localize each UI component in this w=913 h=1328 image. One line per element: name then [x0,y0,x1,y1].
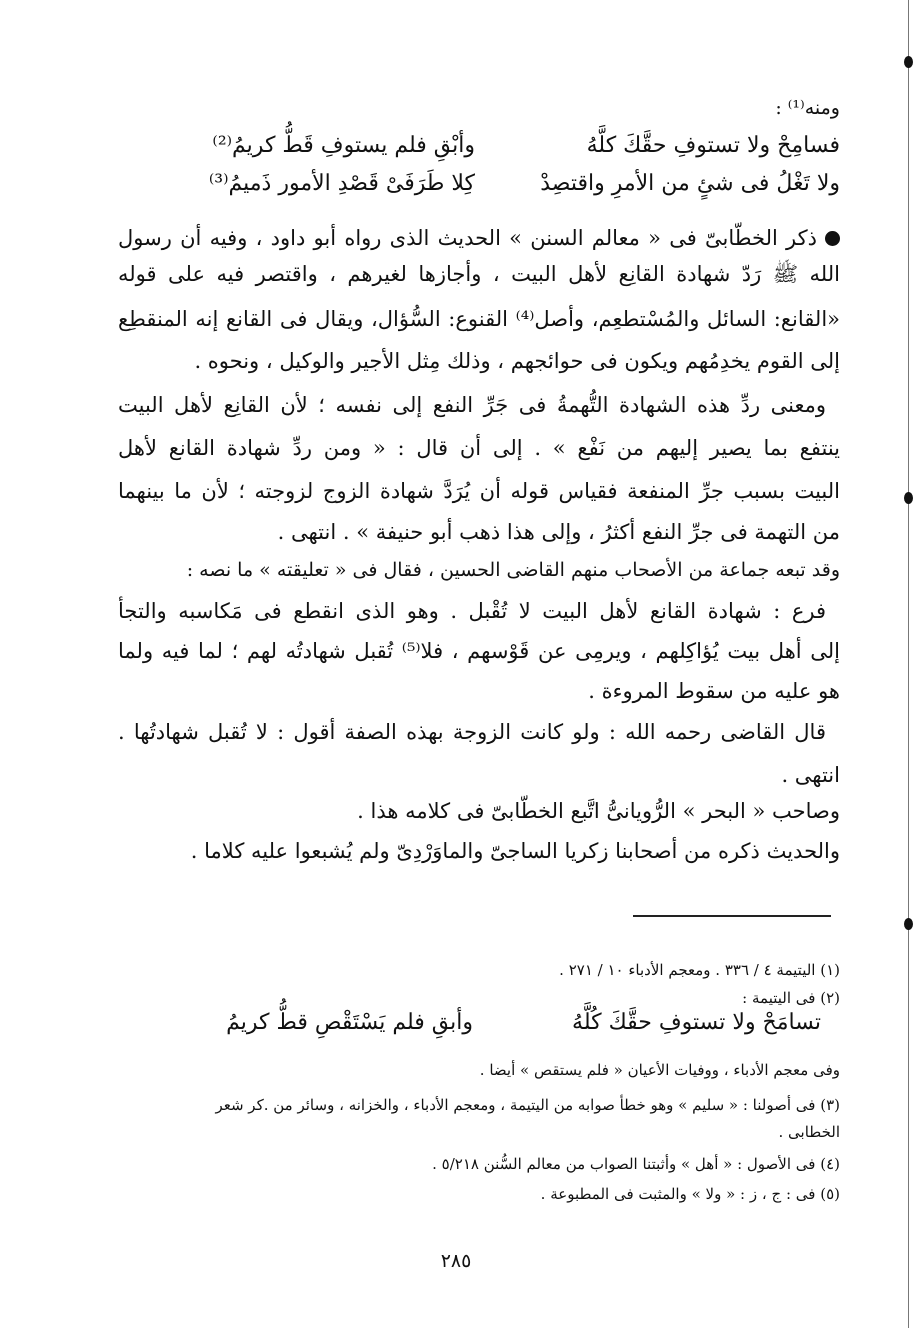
body-line: انتهى . [781,763,840,787]
body-line: البيت بسبب جرِّ المنفعة فقياس قوله أن يُرَدَّ شهادة الزوج لزوجته ؛ لأن ما بينهما [118,479,840,503]
margin-dot [904,918,913,930]
verse-2-first-hemistich: ولا تَغْلُ فى شئٍ من الأمرِ واقتصِدْ [540,171,840,196]
body-line: من التهمة فى جرِّ النفع أكثرُ ، وإلى هذا ذهب أبو حنيفة » . انتهى . [277,520,840,544]
verse-1-second-hemistich: وأبْقِ فلم يستوفِ قَطُّ كريمُ⁽²⁾ [212,133,475,158]
footnote-separator [633,915,831,917]
body-line: وقد تبعه جماعة من الأصحاب منهم القاضى الحسين ، فقال فى « تعليقته » ما نصه : [186,559,840,581]
body-line: قال القاضى رحمه الله : ولو كانت الزوجة بهذه الصفة أقول : لا تُقبل شهادتُها . [118,720,826,744]
footnote-2-verse-first: تسامَحْ ولا تستوفِ حقَّكَ كُلَّهُ [572,1010,821,1035]
body-line: وصاحب « البحر » الرُّويانىُّ اتَّبع الخطَّابىّ فى كلامه هذا . [357,799,840,823]
verse-2-second-hemistich: كِلا طَرَفَىْ قَصْدِ الأمور ذَميمُ⁽³⁾ [208,171,475,196]
footnote-2: (٢) فى اليتيمة : [742,989,840,1007]
footnote-2-verse-second: وأبقِ فلم يَسْتَقْصِ قطُّ كريمُ [226,1010,473,1035]
body-line: والحديث ذكره من أصحابنا زكريا الساجىّ والماوَرْدِىّ ولم يُشبعوا عليه كلاما . [190,839,840,863]
bullet-icon [825,231,840,246]
page-number: ٢٨٥ [440,1250,472,1272]
footnote-3-continued: الخطابى . [778,1123,840,1141]
body-line: إلى أهل بيت يُؤاكِلهم ، ويرمِى عن قَوْسهم ، فلا⁽⁵⁾ تُقبل شهادتُه لهم ؛ لما فيه ولما [118,639,840,663]
footnote-3: (٣) فى أصولنا : « سليم » وهو خطأ صوابه من اليتيمة ، ومعجم الأدباء ، والخزانه ، وسائر من .كر شعر [215,1096,840,1114]
margin-dot [904,56,913,68]
footnote-5: (٥) فى : ج ، ز : « ولا » والمثبت فى المطبوعة . [540,1185,840,1203]
body-line: فرع : شهادة القانع لأهل البيت لا تُقْبل . وهو الذى انقطع فى مَكاسبه والتجأ [118,599,826,623]
body-line: إلى القوم يخدِمُهم ويكون فى حوائجهم ، وذلك مِثل الأجير والوكيل ، ونحوه . [194,349,840,373]
page-edge [908,0,909,1328]
intro-line: ومنه⁽¹⁾ : [775,97,840,119]
footnote-1: (١) اليتيمة ٤ / ٣٣٦ . ومعجم الأدباء ١٠ / ٢٧١ . [559,961,840,979]
footnote-2-note: وفى معجم الأدباء ، ووفيات الأعيان « فلم يستقص » أيضا . [479,1061,840,1079]
verse-1-first-hemistich: فسامِحْ ولا تستوفِ حقَّكَ كلَّهُ [586,133,840,158]
footnote-4: (٤) فى الأصول : « أهل » وأثبتنا الصواب من معالم السُّنن ٥/٢١٨ . [432,1155,840,1173]
body-line [118,222,840,254]
body-line: «القانع: السائل والمُسْتطعِم، وأصل⁽⁴⁾ القنوع: السُّؤال، ويقال فى القانع إنه المنقطِع [118,307,840,331]
body-line: ينتفع بما يصير إليهم من نَفْع » . إلى أن قال : « ومن ردِّ شهادة القانع لأهل [118,436,840,460]
body-line: ومعنى ردِّ هذه الشهادة التُّهمةُ فى جَرِّ النفع إلى نفسه ؛ لأن القانِع لأهل البيت [118,393,826,417]
body-line: الله ﷺ رَدّ شهادة القانِع لأهل البيت ، وأجازها لغيرهم ، واقتصر فيه على قوله [118,262,840,286]
margin-dot [904,492,913,504]
body-line: هو عليه من سقوط المروءة . [588,679,840,703]
body-text: ذكر الخطّابىّ فى « معالم السنن » الحديث الذى رواه أبو داود ، وفيه أن رسول [118,226,817,250]
